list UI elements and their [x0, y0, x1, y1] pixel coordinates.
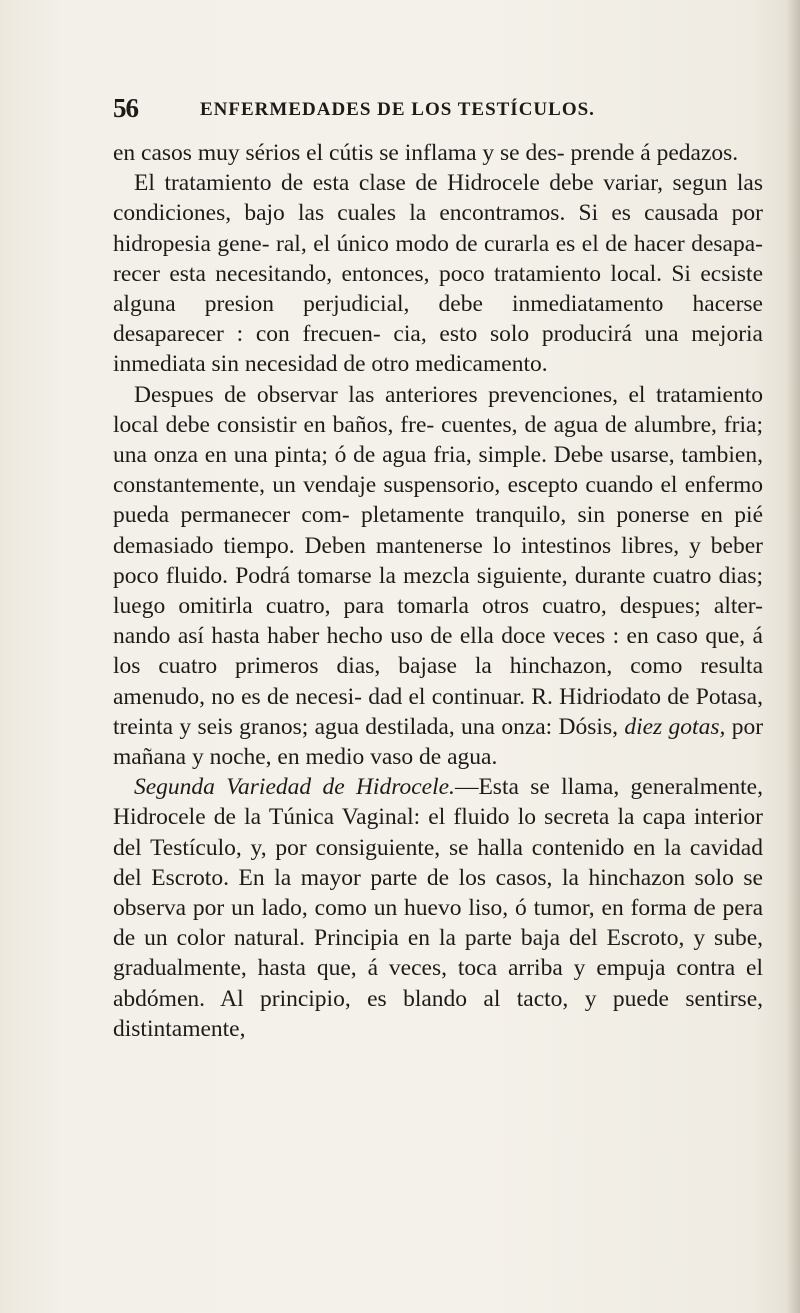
page-edge-shadow: [786, 0, 800, 1313]
second-variety-heading: Segunda Variedad de Hidrocele.: [134, 774, 455, 801]
paragraph-continuation: en casos muy sérios el cútis se inflama y se des- prende á pedazos.: [113, 140, 739, 166]
paragraph-second-variety-text: —Esta se llama, generalmente, Hidrocele de la Túnica Vaginal: el fluido lo secreta la capa interior del Testículo, y, por consiguiente, se halla contenido en la cavidad del Escroto. En la mayor parte de los casos, la hinchazon solo se observa por un lado, como un huevo liso, ó tumor, en forma de pera de un color natural. Principia en la parte baja del Escroto, y sube, gradualmente, hasta que, á veces, toca arriba y empuja contra el abdómen. Al principio, es blando al tacto, y puede sentirse, distintamente,: [113, 774, 763, 1042]
page-number: 56: [113, 93, 138, 123]
paragraph-local-treatment: [113, 380, 763, 773]
paragraph-local-treatment-text: Despues de observar las anteriores prevenciones, el tratamiento local debe consistir en baños, fre- cuentes, de agua de alumbre, fria; una onza en una pinta; ó de agua fria, simple. Debe usarse, tambien, constantemente, un vendaje suspensorio, escepto cuando el enfermo pueda permanecer com- pletamente tranquilo, sin ponerse en pié demasiado tiempo. Deben mantenerse lo intestinos libres, y beber poco fluido. Podrá tomarse la mezcla siguiente, durante cuatro dias; luego omitirla cuatro, para tomarla otros cuatro, despues; alter- nando así hasta haber hecho uso de ella doce veces : en caso que, á los cuatro primeros dias, bajase la hinchazon, como resulta amenudo, no es de necesi- dad el continuar. R. Hidriodato de Potasa, treinta y seis granos; agua destilada, una onza: Dósis,: [113, 381, 763, 740]
running-head: [113, 93, 763, 127]
paragraph-treatment: El tratamiento de esta clase de Hidrocele debe variar, segun las condiciones, bajo las cuales la encontramos. Si es causada por hidropesia gene- ral, el único modo de curarla es el de hacer desapa- recer esta necesitando, entonces, poco tratamiento local. Si ecsiste alguna presion perjudicial, debe inmediatamento hacerse desaparecer : con frecuen- cia, esto solo producirá una mejoria inmediata sin necesidad de otro medicamento.: [113, 170, 763, 378]
running-title: ENFERMEDADES DE LOS TESTÍCULOS.: [200, 99, 595, 120]
body-text: [113, 138, 763, 1044]
paragraph-local-treatment-end: por mañana y noche, en medio vaso de agua.: [113, 713, 764, 771]
dose-italic: diez gotas,: [624, 713, 726, 740]
paragraph-second-variety: [113, 772, 763, 1044]
